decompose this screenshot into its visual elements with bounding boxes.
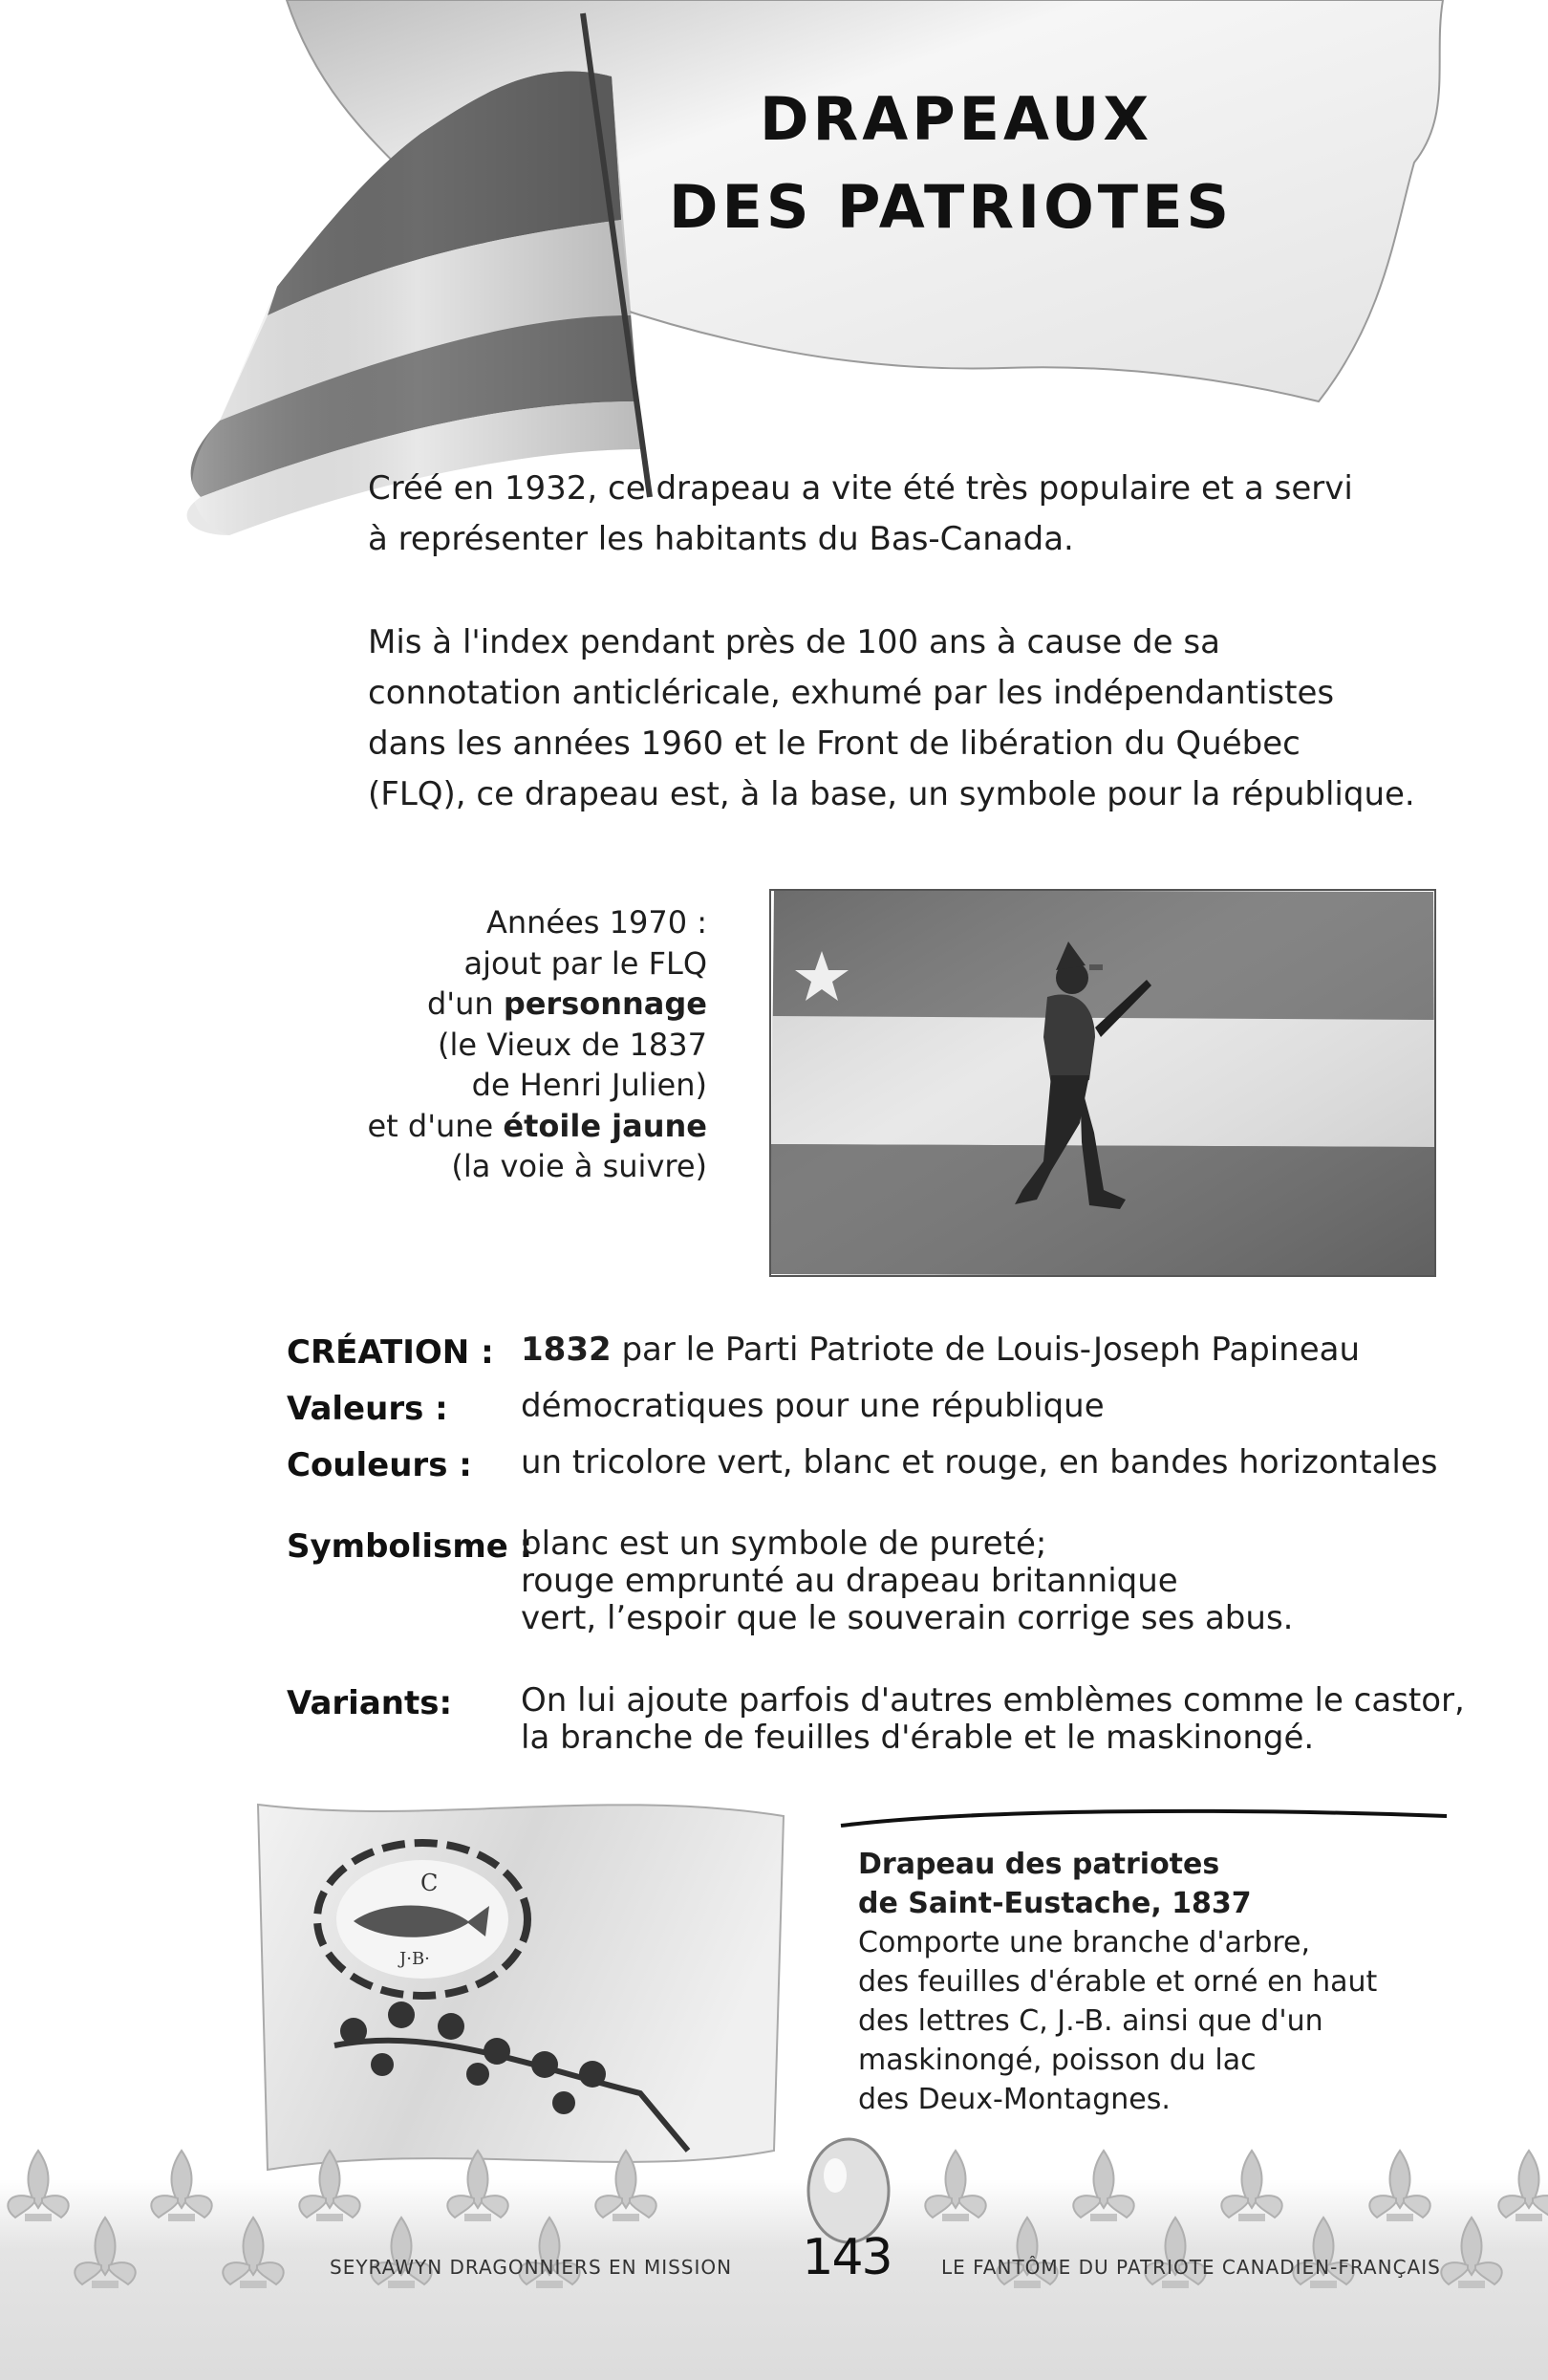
text-line: connotation anticléricale, exhumé par les indépendantistes [368, 674, 1335, 712]
page-title-line-2: DES PATRIOTES [669, 172, 1234, 242]
page-title-line-1: DRAPEAUX [760, 84, 1153, 154]
creation-description: par le Parti Patriote de Louis-Joseph Papineau [611, 1331, 1361, 1369]
spec-value-valeurs: démocratiques pour une république [521, 1387, 1105, 1425]
text-line: ajout par le FLQ [463, 944, 707, 982]
text-line: (la voie à suivre) [451, 1148, 707, 1184]
flq-flag-image [764, 884, 1438, 1281]
decorative-swoosh [839, 1805, 1451, 1833]
text-line: des lettres C, J.-B. ainsi que d'un [858, 2004, 1323, 2038]
text-line: Mis à l'index pendant près de 100 ans à cause de sa [368, 623, 1220, 661]
text-line: On lui ajoute parfois d'autres emblèmes comme le castor, [521, 1681, 1465, 1720]
text-fragment: d'un [426, 985, 504, 1022]
text-line: Années 1970 : [485, 904, 707, 941]
creation-year: 1832 [521, 1331, 612, 1369]
text-line: des feuilles d'érable et orné en haut [858, 1965, 1378, 1999]
text-line: à représenter les habitants du Bas-Canada. [368, 520, 1074, 558]
text-line: vert, l’espoir que le souverain corrige ses abus. [521, 1599, 1294, 1637]
text-line: maskinongé, poisson du lac [858, 2044, 1257, 2077]
text-line: blanc est un symbole de pureté; [521, 1525, 1047, 1563]
spec-label-symbolisme: Symbolisme : [287, 1527, 533, 1566]
spec-label-couleurs: Couleurs : [287, 1446, 472, 1484]
text-line: de Henri Julien) [471, 1067, 707, 1103]
text-line: Créé en 1932, ce drapeau a vite été très populaire et a servi [368, 469, 1353, 508]
text-line: des Deux-Montagnes. [858, 2083, 1171, 2116]
text-line [287, 984, 707, 1025]
spec-label-valeurs: Valeurs : [287, 1390, 448, 1428]
flq-caption [287, 902, 707, 1187]
footer-border [0, 2122, 1548, 2380]
text-line: rouge emprunté au drapeau britannique [521, 1562, 1178, 1600]
caption-title-line: de Saint-Eustache, 1837 [858, 1887, 1252, 1920]
spec-value-symbolisme [521, 1525, 1293, 1637]
bold-text: personnage [503, 985, 707, 1022]
page-number: 143 [802, 2229, 892, 2286]
text-line: dans les années 1960 et le Front de libération du Québec [368, 725, 1301, 763]
spec-label-variants: Variants: [287, 1684, 453, 1722]
intro-paragraph-1 [368, 464, 1353, 565]
text-line: (FLQ), ce drapeau est, à la base, un symbole pour la république. [368, 775, 1415, 813]
egg-icon [808, 2139, 889, 2242]
saint-eustache-caption [858, 1845, 1393, 2119]
text-line: Comporte une branche d'arbre, [858, 1926, 1311, 1959]
text-line: la branche de feuilles d'érable et le maskinongé. [521, 1719, 1315, 1757]
footer-book-title: LE FANTÔME DU PATRIOTE CANADIEN-FRANÇAIS [941, 2256, 1441, 2279]
intro-paragraph-2 [368, 617, 1415, 820]
text-line: (le Vieux de 1837 [438, 1026, 707, 1063]
bold-text: étoile jaune [503, 1107, 707, 1144]
flag-letter-c: C [420, 1870, 439, 1896]
spec-value-creation [521, 1331, 1360, 1369]
spec-value-variants [521, 1682, 1465, 1757]
footer-series-title: SEYRAWYN DRAGONNIERS EN MISSION [330, 2256, 733, 2279]
text-fragment: et d'une [367, 1107, 504, 1144]
spec-value-couleurs: un tricolore vert, blanc et rouge, en bandes horizontales [521, 1443, 1438, 1482]
spec-label-creation: CRÉATION : [287, 1333, 494, 1372]
flag-letters-jb: J·B· [399, 1949, 430, 1969]
caption-title-line: Drapeau des patriotes [858, 1848, 1220, 1881]
text-line [287, 1106, 707, 1147]
